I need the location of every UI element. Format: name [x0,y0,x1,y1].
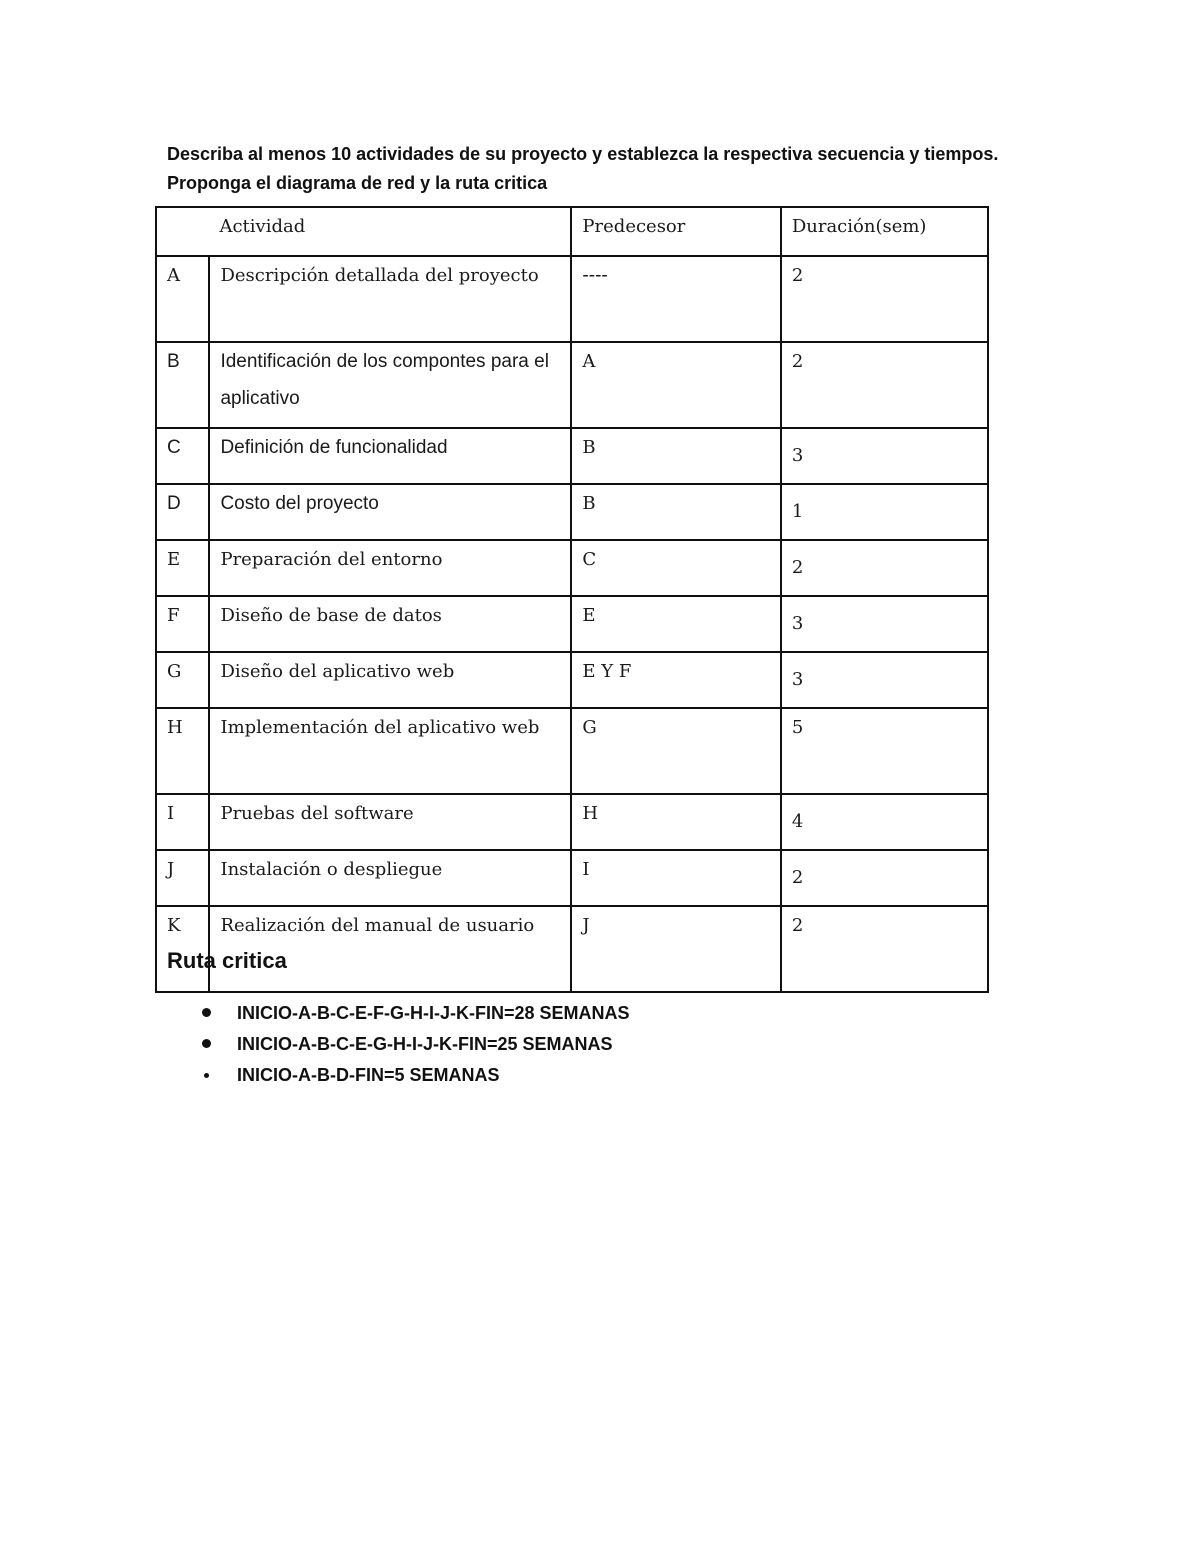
row-duracion: 3 [781,428,988,484]
row-actividad: Realización del manual de usuario [209,906,571,992]
row-id: K [156,906,209,992]
row-predecesor: H [571,794,780,850]
table-row [156,708,988,794]
row-duracion: 5 [781,708,988,794]
table-row [156,256,988,342]
instructions [167,140,1067,198]
ruta-text: INICIO-A-B-C-E-G-H-I-J-K-FIN=25 SEMANAS [237,1034,613,1054]
row-actividad: Instalación o despliegue [209,850,571,906]
row-predecesor: C [571,540,780,596]
row-actividad: Pruebas del software [209,794,571,850]
instructions-line-1: Describa al menos 10 actividades de su proyecto y establezca la respectiva secuencia y tiempos. [167,144,999,164]
row-predecesor: I [571,850,780,906]
row-id: J [156,850,209,906]
bullet-icon [202,1039,211,1048]
table-row [156,428,988,484]
row-duracion: 2 [781,256,988,342]
row-id: F [156,596,209,652]
row-id: D [156,484,209,540]
header-blank-cell [156,207,209,256]
header-predecesor: Predecesor [571,207,780,256]
row-actividad: Identificación de los compontes para el aplicativo [209,342,571,428]
row-id: I [156,794,209,850]
row-duracion: 1 [781,484,988,540]
instructions-line-2: Proponga el diagrama de red y la ruta critica [167,173,548,193]
row-actividad: Costo del proyecto [209,484,571,540]
row-id: H [156,708,209,794]
header-duracion: Duración(sem) [781,207,988,256]
activities-table [155,206,989,993]
table-header-row [156,207,988,256]
list-item [202,1060,629,1091]
row-id: A [156,256,209,342]
row-predecesor: A [571,342,780,428]
table-row [156,794,988,850]
table-row [156,596,988,652]
row-duracion: 2 [781,850,988,906]
row-predecesor: ---- [571,256,780,342]
table-row [156,484,988,540]
row-actividad: Definición de funcionalidad [209,428,571,484]
list-item [202,998,629,1029]
row-duracion: 2 [781,540,988,596]
table-row [156,652,988,708]
ruta-text: INICIO-A-B-C-E-F-G-H-I-J-K-FIN=28 SEMANAS [237,1003,630,1023]
ruta-text: INICIO-A-B-D-FIN=5 SEMANAS [237,1065,500,1085]
row-actividad: Implementación del aplicativo web [209,708,571,794]
row-id: E [156,540,209,596]
row-duracion: 2 [781,906,988,992]
list-item [202,1029,629,1060]
row-id: C [156,428,209,484]
row-actividad: Diseño del aplicativo web [209,652,571,708]
row-predecesor: E [571,596,780,652]
header-actividad: Actividad [209,207,571,256]
ruta-critica-title: Ruta critica [167,948,287,973]
bullet-icon [204,1073,209,1078]
bullet-icon [202,1008,211,1017]
row-duracion: 3 [781,652,988,708]
row-predecesor: B [571,428,780,484]
row-duracion: 4 [781,794,988,850]
row-duracion: 2 [781,342,988,428]
table-row [156,540,988,596]
table-row [156,342,988,428]
row-predecesor: J [571,906,780,992]
row-id: G [156,652,209,708]
ruta-critica-list [202,998,629,1091]
row-actividad: Preparación del entorno [209,540,571,596]
row-id: B [156,342,209,428]
row-actividad: Descripción detallada del proyecto [209,256,571,342]
row-actividad: Diseño de base de datos [209,596,571,652]
row-duracion: 3 [781,596,988,652]
row-predecesor: B [571,484,780,540]
table-row [156,850,988,906]
row-predecesor: E Y F [571,652,780,708]
row-predecesor: G [571,708,780,794]
